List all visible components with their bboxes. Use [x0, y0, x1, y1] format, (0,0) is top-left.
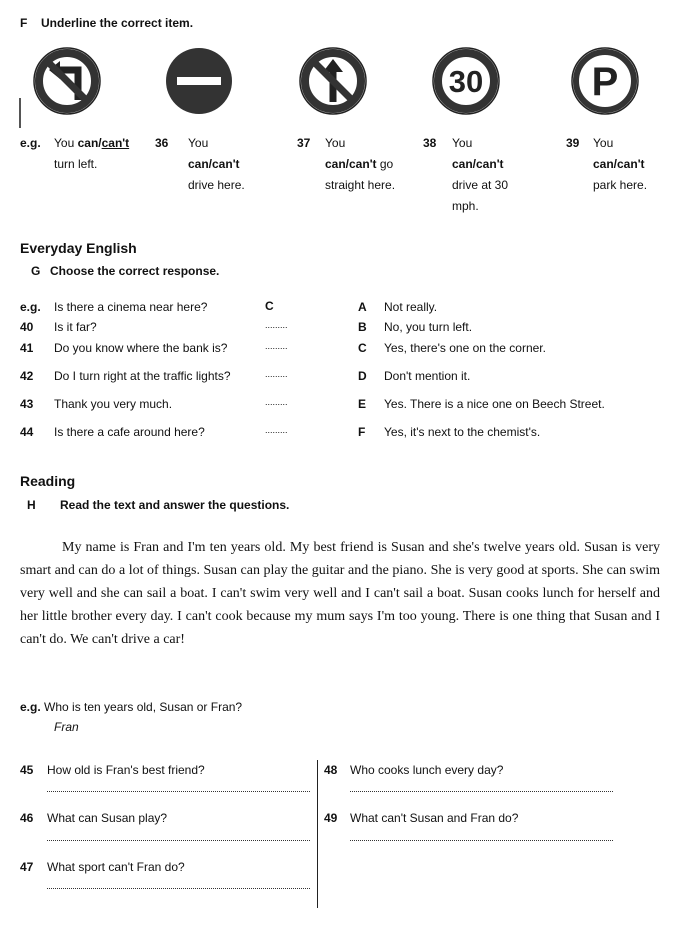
question-text: Do I turn right at the traffic lights? [54, 369, 231, 383]
response-text: No, you turn left. [384, 320, 473, 334]
reading-q-text: How old is Fran's best friend? [47, 763, 205, 777]
section-f-letter: F [20, 16, 28, 30]
item-39-line3: park here. [593, 178, 648, 192]
item-36-line3: drive here. [188, 178, 245, 192]
question-num: 41 [20, 341, 34, 355]
answer-blank[interactable]: C [265, 299, 274, 313]
item-38-num: 38 [423, 136, 437, 150]
response-text: Yes, it's next to the chemist's. [384, 425, 541, 439]
answer-line[interactable] [47, 791, 310, 792]
reading-title: Reading [20, 473, 76, 489]
reading-q-text: What can't Susan and Fran do? [350, 811, 519, 825]
section-g-instruction: Choose the correct response. [50, 264, 220, 278]
item-36-line1: You [188, 136, 209, 150]
reading-q-text: Who cooks lunch every day? [350, 763, 504, 777]
response-text: Don't mention it. [384, 369, 471, 383]
margin-mark [19, 98, 21, 128]
section-h-letter: H [27, 498, 36, 512]
answer-line[interactable] [350, 840, 613, 841]
sign-30-text: 30 [448, 64, 484, 99]
item-39-choice[interactable]: can/can't [593, 157, 645, 171]
item-37-choice[interactable]: can/can't [325, 157, 377, 171]
reading-q-text: What can Susan play? [47, 811, 168, 825]
item-eg-line1: You can/can't [54, 136, 130, 150]
item-38-line4: mph. [452, 199, 479, 213]
question-text: Thank you very much. [54, 397, 173, 411]
item-39-line1: You [593, 136, 614, 150]
reading-q-num: 48 [324, 763, 338, 777]
speed-limit-30-sign-icon [431, 46, 501, 116]
no-entry-sign-icon [164, 46, 234, 116]
reading-example: e.g. Who is ten years old, Susan or Fran? [20, 700, 243, 714]
item-eg-num: e.g. [20, 136, 41, 150]
answer-blank[interactable]: ......... [265, 369, 288, 379]
response-text: Yes. There is a nice one on Beech Street. [384, 397, 605, 411]
answer-blank[interactable]: ......... [265, 320, 288, 330]
section-h-instruction: Read the text and answer the questions. [60, 498, 290, 512]
question-num: 40 [20, 320, 34, 334]
question-text: Is there a cinema near here? [54, 300, 208, 314]
question-text: Is there a cafe around here? [54, 425, 205, 439]
column-divider [317, 760, 318, 908]
item-36-choice[interactable]: can/can't [188, 157, 240, 171]
section-g-letter: G [31, 264, 41, 278]
response-letter: B [358, 320, 367, 334]
parking-sign-icon [570, 46, 640, 116]
item-37-line1: You [325, 136, 346, 150]
answer-blank[interactable]: ......... [265, 341, 288, 351]
item-39-num: 39 [566, 136, 580, 150]
item-38-line1: You [452, 136, 473, 150]
sign-p-text: P [591, 60, 619, 104]
answer-line[interactable] [47, 888, 310, 889]
response-letter: D [358, 369, 367, 383]
reading-passage: My name is Fran and I'm ten years old. My best friend is Susan and she's twelve years old. Susan is very smart and can do a lot of things. Susan can play the guitar and the piano. She is very good at sports. She can swim very well and she can sail a boat. I can't swim very well and I can't sail a boat. Susan cooks lunch for herself and her little brother every day. I can't cook because my mum says I'm too young. There is one thing that Susan and I can't do. We can't drive a car! [20, 540, 660, 647]
item-37-line2: can/can't go [325, 157, 394, 171]
question-num: e.g. [20, 300, 41, 314]
reading-q-num: 47 [20, 860, 34, 874]
reading-q-num: 46 [20, 811, 34, 825]
answer-blank[interactable]: ......... [265, 397, 288, 407]
answer-blank[interactable]: ......... [265, 425, 288, 435]
no-straight-ahead-sign-icon [298, 46, 368, 116]
item-38-line3: drive at 30 [452, 178, 509, 192]
reading-q-text: What sport can't Fran do? [47, 860, 185, 874]
everyday-english-title: Everyday English [20, 240, 137, 256]
item-eg-line2: turn left. [54, 157, 98, 171]
response-text: Not really. [384, 300, 438, 314]
reading-q-num: 45 [20, 763, 34, 777]
item-37-line3: straight here. [325, 178, 396, 192]
underlined-answer: can't [101, 136, 130, 150]
question-text: Do you know where the bank is? [54, 341, 228, 355]
response-text: Yes, there's one on the corner. [384, 341, 546, 355]
question-num: 43 [20, 397, 34, 411]
response-letter: F [358, 425, 366, 439]
response-letter: E [358, 397, 367, 411]
item-36-num: 36 [155, 136, 169, 150]
answer-line[interactable] [350, 791, 613, 792]
question-text: Is it far? [54, 320, 97, 334]
answer-line[interactable] [47, 840, 310, 841]
section-f-instruction: Underline the correct item. [41, 16, 194, 30]
no-left-turn-sign-icon [32, 46, 102, 116]
question-num: 44 [20, 425, 34, 439]
item-38-choice[interactable]: can/can't [452, 157, 504, 171]
reading-example-answer: Fran [54, 720, 79, 734]
question-num: 42 [20, 369, 34, 383]
item-37-num: 37 [297, 136, 311, 150]
reading-q-num: 49 [324, 811, 338, 825]
response-letter: A [358, 300, 367, 314]
response-letter: C [358, 341, 367, 355]
